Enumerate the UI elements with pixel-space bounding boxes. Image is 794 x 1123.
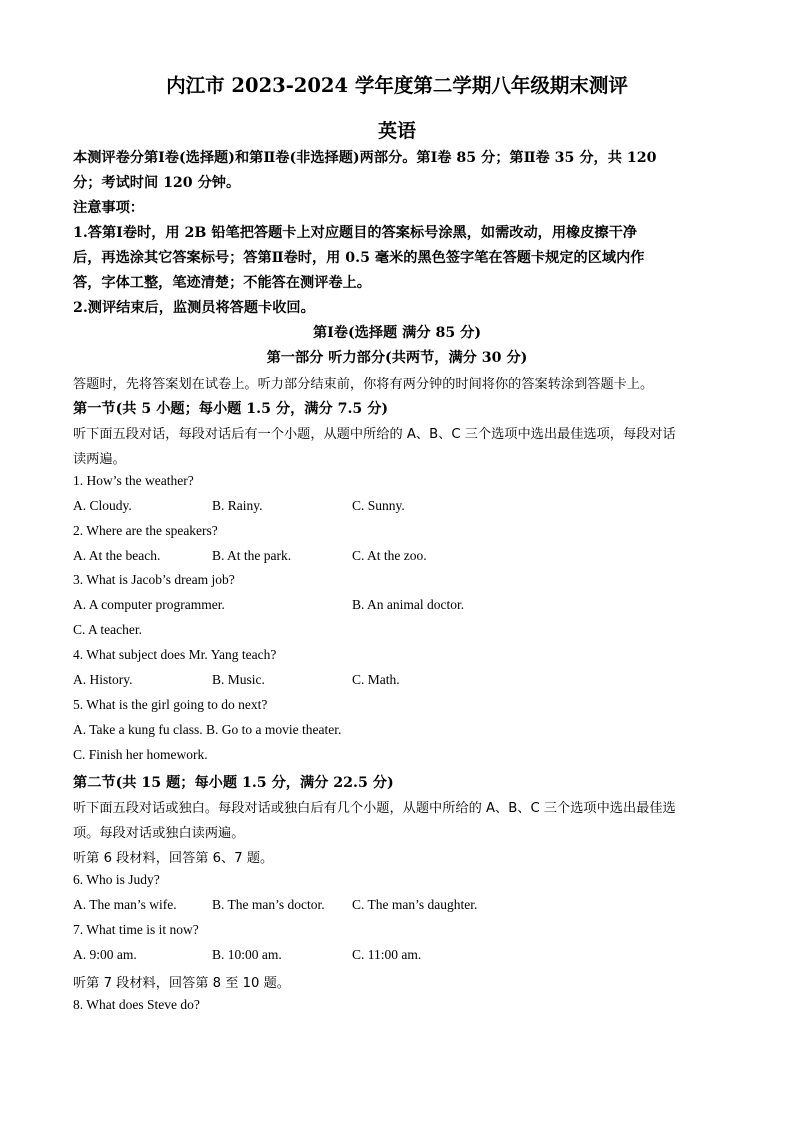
section-1-instruction-line-2: 读两遍。 [73, 452, 126, 467]
intro-line-1: 本测评卷分第Ⅰ卷(选择题)和第Ⅱ卷(非选择题)两部分。第Ⅰ卷 85 分；第Ⅱ卷 35 分，共 120 [73, 150, 657, 166]
question-5: 5. What is the girl going to do next? [73, 697, 268, 712]
section-2-instruction-line-1: 听下面五段对话或独白。每段对话或独白后有几个小题，从题中所给的 A、B、C 三个选项中选出最佳选 [73, 801, 676, 816]
question-6: 6. Who is Judy? [73, 872, 160, 887]
q6-option-a: A. The man’s wife. [73, 897, 177, 912]
section-1-heading: 第一节(共 5 小题；每小题 1.5 分，满分 7.5 分) [73, 401, 389, 417]
note-1-line-2: 后，再选涂其它答案标号；答第Ⅱ卷时，用 0.5 毫米的黑色签字笔在答题卡规定的区域内作 [73, 250, 645, 266]
question-3: 3. What is Jacob’s dream job? [73, 572, 235, 587]
section-2-instruction-line-2: 项。每段对话或独白读两遍。 [73, 826, 245, 841]
q2-option-c: C. At the zoo. [352, 548, 427, 563]
question-4: 4. What subject does Mr. Yang teach? [73, 647, 277, 662]
exam-title: 内江市 2023-2024 学年度第二学期八年级期末测评 [166, 74, 628, 97]
notice-heading: 注意事项： [73, 200, 144, 216]
q3-option-b: B. An animal doctor. [352, 597, 465, 612]
q4-option-b: B. Music. [212, 672, 265, 687]
note-1-line-1: 1.答第Ⅰ卷时，用 2B 铅笔把答题卡上对应题目的答案标号涂黑，如需改动，用橡皮擦干净 [73, 225, 637, 241]
subject-title: 英语 [377, 120, 416, 142]
q4-option-a: A. History. [73, 672, 133, 687]
q3-option-a: A. A computer programmer. [73, 597, 225, 612]
question-8: 8. What does Steve do? [73, 997, 200, 1012]
note-2: 2.测评结束后，监测员将答题卡收回。 [73, 300, 315, 316]
question-2: 2. Where are the speakers? [73, 523, 218, 538]
q5-option-c: C. Finish her homework. [73, 747, 208, 762]
q7-option-c: C. 11:00 am. [352, 947, 422, 962]
q3-option-c: C. A teacher. [73, 622, 142, 637]
listening-instruction: 答题时，先将答案划在试卷上。听力部分结束前，你将有两分钟的时间将你的答案转涂到答题卡上。 [73, 377, 654, 392]
q1-option-b: B. Rainy. [212, 498, 263, 513]
part-1-heading: 第一部分 听力部分(共两节，满分 30 分) [266, 350, 528, 366]
q6-option-c: C. The man’s daughter. [352, 897, 478, 912]
q2-option-b: B. At the park. [212, 548, 292, 563]
q6-option-b: B. The man’s doctor. [212, 897, 325, 912]
question-1: 1. How’s the weather? [73, 473, 194, 488]
q7-option-a: A. 9:00 am. [73, 947, 137, 962]
section-2-heading: 第二节(共 15 题；每小题 1.5 分，满分 22.5 分) [73, 775, 394, 791]
volume-1-heading: 第Ⅰ卷(选择题 满分 85 分) [312, 325, 482, 341]
q7-option-b: B. 10:00 am. [212, 947, 282, 962]
q1-option-a: A. Cloudy. [73, 498, 132, 513]
material-6-label: 听第 6 段材料，回答第 6、7 题。 [73, 851, 274, 866]
material-7-label: 听第 7 段材料，回答第 8 至 10 题。 [73, 976, 290, 991]
q5-options-a-b: A. Take a kung fu class. B. Go to a movie theater. [73, 722, 342, 737]
note-1-line-3: 答，字体工整，笔迹清楚；不能答在测评卷上。 [73, 275, 371, 291]
intro-line-2: 分；考试时间 120 分钟。 [73, 175, 241, 191]
q4-option-c: C. Math. [352, 672, 400, 687]
question-7: 7. What time is it now? [73, 922, 199, 937]
q2-option-a: A. At the beach. [73, 548, 161, 563]
q1-option-c: C. Sunny. [352, 498, 405, 513]
section-1-instruction-line-1: 听下面五段对话，每段对话后有一个小题，从题中所给的 A、B、C 三个选项中选出最佳选项，每段对话 [73, 427, 676, 442]
